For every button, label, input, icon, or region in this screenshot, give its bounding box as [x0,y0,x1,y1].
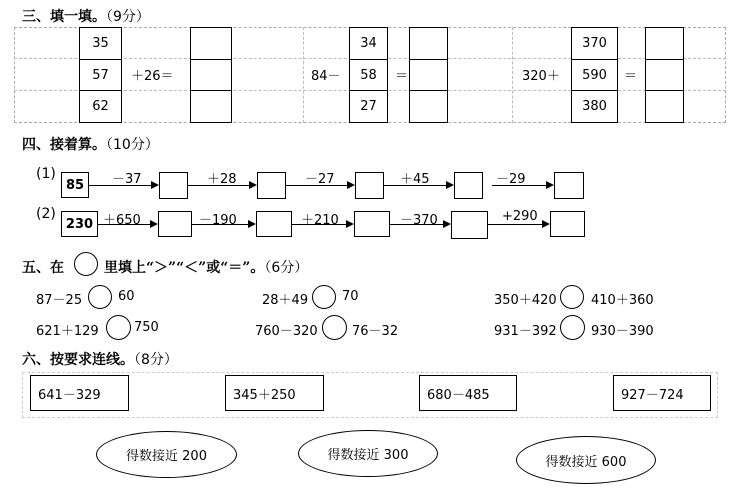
arrow-head [546,181,554,189]
answer-box[interactable] [554,172,584,199]
answer-box[interactable] [550,211,585,237]
compare-circle[interactable] [312,285,336,309]
compare-circle[interactable] [322,315,347,340]
operation-label: 84－ [311,69,341,84]
sec5-title: 五、在 [22,260,64,276]
answer-cell[interactable] [645,27,684,60]
compare-right: 70 [342,289,359,304]
sec3-title: 三、填一填。（9分） [22,9,150,25]
chain-start: 85 [61,172,89,198]
compare-left: 350＋420 [494,293,557,308]
compare-left: 28＋49 [262,293,309,308]
compare-right: 410＋360 [591,293,654,308]
target-oval[interactable]: 得数接近 300 [298,430,438,477]
chain-op: +290 [502,209,538,224]
chain-start: 230 [61,211,98,237]
expression-box[interactable]: 345＋250 [225,375,324,411]
sec5-title-rest: 里填上“＞”“＜”或“＝”。（6分） [104,260,309,276]
answer-cell[interactable] [190,59,232,91]
arrow-head [542,220,550,228]
arrow-head [248,220,256,228]
arrow-head [443,220,451,228]
chain-op: ＋650 [103,213,141,228]
chain-number: (2) [36,206,56,222]
arrow-head [446,181,454,189]
target-oval[interactable]: 得数接近 200 [96,431,237,478]
given-cell: 370 [571,27,618,60]
equals-label: ＝ [395,69,409,84]
given-cell: 380 [571,90,618,123]
given-cell: 58 [349,59,388,91]
compare-left: 87－25 [36,293,83,308]
target-oval[interactable]: 得数接近 600 [516,436,656,484]
answer-box[interactable] [256,211,292,237]
expression-box[interactable]: 927－724 [613,375,711,411]
answer-cell[interactable] [645,90,684,123]
answer-cell[interactable] [190,27,232,60]
chain-op: －190 [199,213,237,228]
answer-box[interactable] [159,172,188,199]
compare-left: 621＋129 [36,324,99,339]
sec4-title: 四、接着算。（10分） [22,137,159,153]
answer-box[interactable] [257,172,286,199]
chain-number: (1) [36,166,56,182]
compare-circle[interactable] [88,285,112,309]
chain-op: ＋45 [400,172,430,187]
answer-box[interactable] [354,211,390,237]
compare-circle[interactable] [560,315,585,340]
compare-right: 76－32 [352,324,399,339]
expression-box[interactable]: 641－329 [30,375,129,411]
answer-cell[interactable] [409,90,448,123]
compare-left: 760－320 [255,324,318,339]
grid-line [303,27,304,123]
compare-right: 930－390 [591,324,654,339]
answer-cell[interactable] [409,59,448,91]
chain-op: －29 [496,172,526,187]
arrow-head [151,181,159,189]
given-cell: 57 [79,59,122,91]
given-cell: 62 [79,90,122,123]
chain-op: －370 [400,213,438,228]
equals-label: ＝ [624,69,638,84]
given-cell: 27 [349,90,388,123]
arrow-head [346,220,354,228]
chain-op: －27 [305,172,335,187]
chain-op: ＋210 [301,213,339,228]
arrow-head [249,181,257,189]
answer-cell[interactable] [409,27,448,60]
compare-right: 60 [118,289,135,304]
answer-cell[interactable] [645,59,684,91]
chain-op: －37 [112,172,142,187]
given-cell: 34 [349,27,388,60]
answer-box[interactable] [158,211,192,237]
circle-icon [74,252,98,276]
answer-box[interactable] [355,172,384,199]
grid-line [512,27,513,123]
chain-op: ＋28 [207,172,237,187]
compare-circle[interactable] [560,285,584,309]
arrow-line [488,224,542,225]
given-cell: 35 [79,27,122,60]
expression-box[interactable]: 680－485 [419,375,517,411]
arrow-head [150,220,158,228]
answer-box[interactable] [451,211,488,239]
compare-right: 750 [134,320,159,335]
given-cell: 590 [571,59,618,91]
answer-box[interactable] [454,172,483,199]
operation-label: ＋26＝ [131,69,174,84]
sec6-title: 六、按要求连线。（8分） [22,352,178,368]
compare-left: 931－392 [494,324,557,339]
compare-circle[interactable] [106,315,131,340]
operation-label: 320＋ [522,69,560,84]
answer-cell[interactable] [190,90,232,123]
arrow-head [347,181,355,189]
